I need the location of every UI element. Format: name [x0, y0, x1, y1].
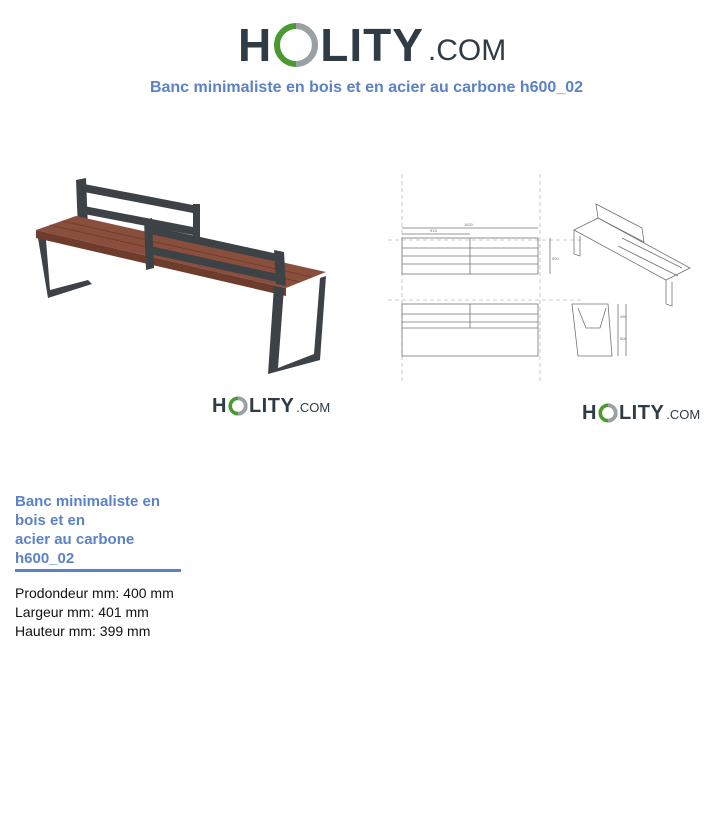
logo-letters-lity: LITY [618, 402, 665, 424]
logo-o-icon [228, 396, 248, 416]
product-title-line: h600_02 [15, 550, 75, 567]
drawing-dim-height-1: 450 [620, 314, 627, 319]
bench-photo[interactable] [28, 168, 332, 380]
logo-letter-h: H [582, 402, 597, 424]
drawing-dim-height-2: 800 [620, 336, 627, 341]
page-title: Banc minimaliste en bois et en acier au carbone h600_02 [149, 79, 584, 96]
logo-tld: .COM [427, 33, 507, 67]
brand-logo-small-right [582, 403, 700, 423]
logo-o-icon [274, 23, 318, 67]
logo-o-icon [598, 403, 618, 423]
brand-logo[interactable] [238, 8, 507, 71]
spec-width: Largeur mm: 401 mm [15, 604, 149, 620]
logo-tld: .COM [666, 407, 701, 423]
drawing-dim-length: 1820 [464, 222, 473, 227]
product-title-line: Banc minimaliste en [15, 493, 161, 510]
spec-height: Hauteur mm: 399 mm [15, 623, 151, 639]
logo-letter-h: H [212, 395, 227, 417]
drawing-dim-half: 915 [430, 228, 437, 233]
brand-logo-small-left [212, 396, 330, 416]
product-title [15, 492, 181, 572]
logo-letters-lity: LITY [320, 19, 424, 71]
spec-depth: Prodondeur mm: 400 mm [15, 585, 174, 601]
logo-letter-h: H [238, 19, 273, 71]
technical-drawing[interactable] [382, 168, 700, 390]
drawing-dim-depth: 500 [552, 256, 559, 261]
product-specs [15, 584, 174, 641]
product-title-line: acier au carbone [15, 531, 135, 548]
product-title-line: bois et en [15, 512, 86, 529]
logo-tld: .COM [296, 400, 331, 416]
logo-letters-lity: LITY [248, 395, 295, 417]
brand-logo-text [238, 19, 424, 71]
